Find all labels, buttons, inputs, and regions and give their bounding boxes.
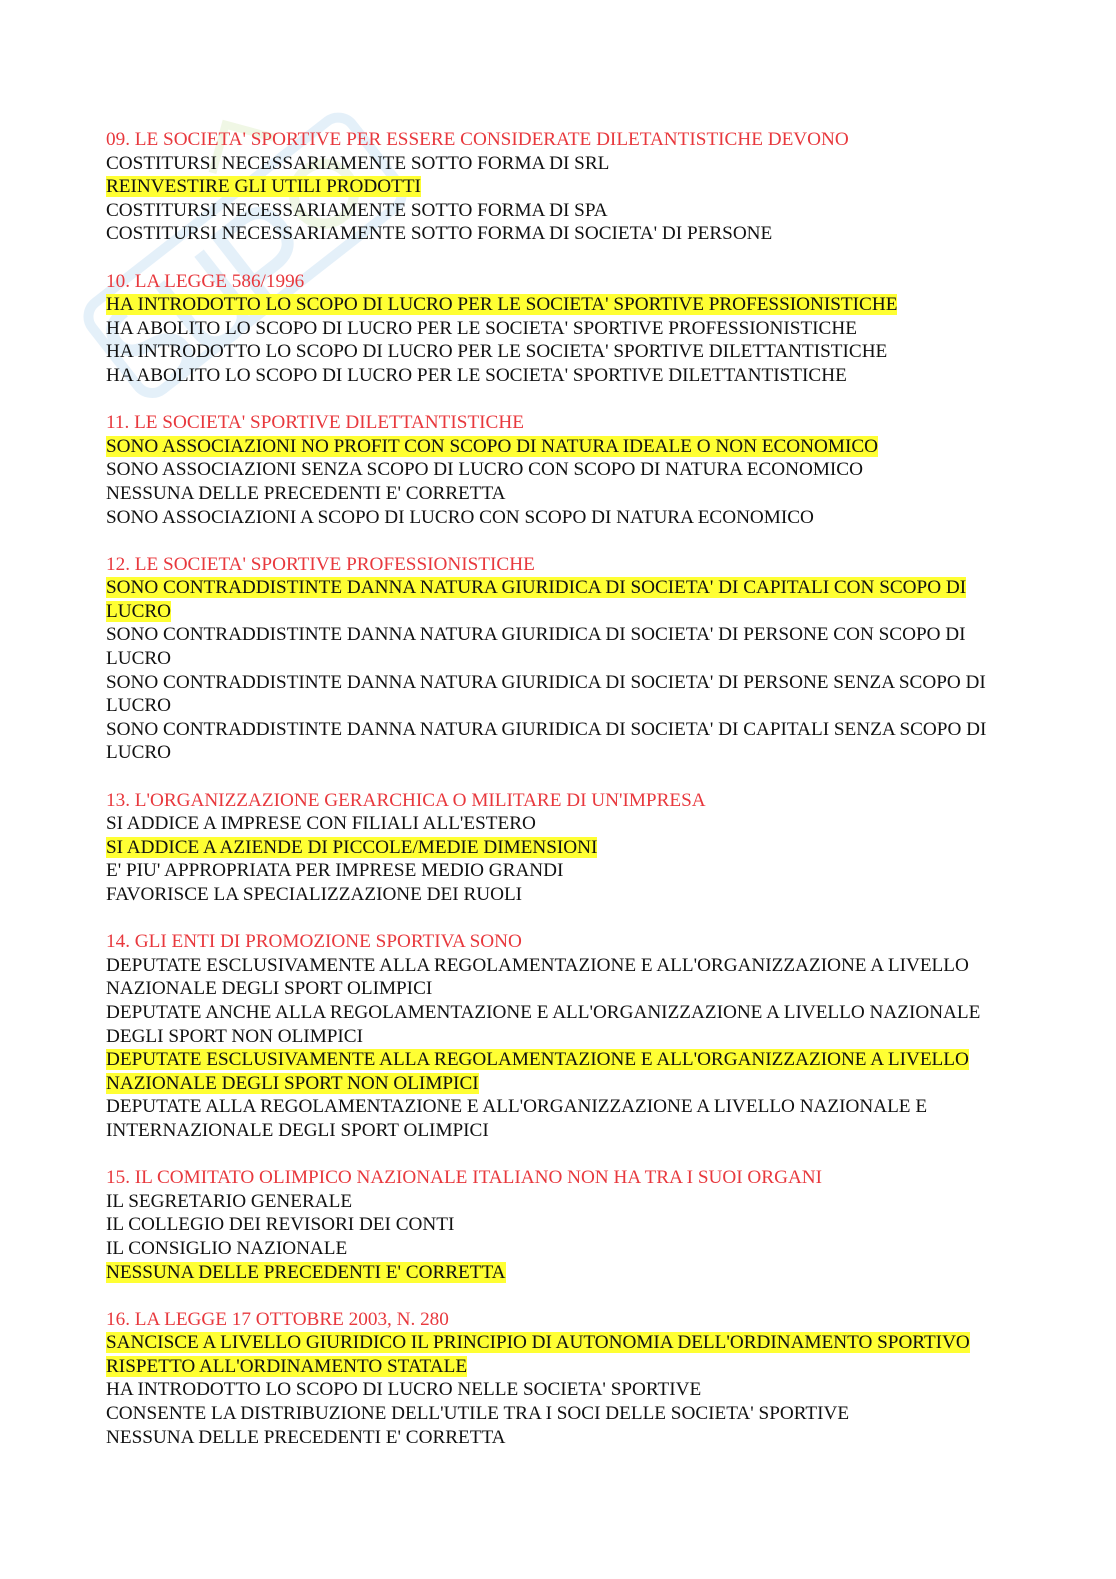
answer-text: SONO ASSOCIAZIONI SENZA SCOPO DI LUCRO CON SCOPO DI NATURA ECONOMICO [106, 459, 863, 481]
answer-text: IL SEGRETARIO GENERALE [106, 1190, 353, 1212]
answer-text: COSTITURSI NECESSARIAMENTE SOTTO FORMA DI SPA [106, 199, 608, 221]
answer-text: HA INTRODOTTO LO SCOPO DI LUCRO PER LE SOCIETA' SPORTIVE DILETTANTISTICHE [106, 341, 888, 363]
answer-option [106, 883, 1006, 907]
answer-text: NESSUNA DELLE PRECEDENTI E' CORRETTA [106, 482, 506, 504]
question-block [106, 553, 1006, 765]
answer-option [106, 1237, 1006, 1261]
answer-text: DEPUTATE ESCLUSIVAMENTE ALLA REGOLAMENTAZIONE E ALL'ORGANIZZAZIONE A LIVELLO NAZIONALE DEGLI SPORT NON OLIMPICI [106, 1049, 969, 1094]
answer-text: HA INTRODOTTO LO SCOPO DI LUCRO PER LE SOCIETA' SPORTIVE PROFESSIONISTICHE [106, 294, 898, 316]
answer-option-correct [106, 293, 1006, 317]
question-block [106, 789, 1006, 907]
answer-option [106, 506, 1006, 530]
answer-text: SONO ASSOCIAZIONI A SCOPO DI LUCRO CON SCOPO DI NATURA ECONOMICO [106, 506, 814, 528]
question-title: 09. LE SOCIETA' SPORTIVE PER ESSERE CONSIDERATE DILETANTISTICHE DEVONO [106, 129, 849, 150]
answer-option [106, 1402, 1006, 1426]
question-title: 16. LA LEGGE 17 OTTOBRE 2003, N. 280 [106, 1308, 449, 1330]
question-block [106, 270, 1006, 388]
answer-text: SONO CONTRADDISTINTE DANNA NATURA GIURIDICA DI SOCIETA' DI PERSONE SENZA SCOPO DI LUCRO [106, 671, 986, 717]
answer-option [106, 1095, 1006, 1142]
question-block [106, 128, 1006, 246]
answer-text: SANCISCE A LIVELLO GIURIDICO IL PRINCIPIO DI AUTONOMIA DELL'ORDINAMENTO SPORTIVO RISPETTO ALL'ORDINAMENTO STATALE [106, 1332, 970, 1377]
answer-text: HA ABOLITO LO SCOPO DI LUCRO PER LE SOCIETA' SPORTIVE PROFESSIONISTICHE [106, 317, 857, 339]
answer-text: SONO ASSOCIAZIONI NO PROFIT CON SCOPO DI NATURA IDEALE O NON ECONOMICO [106, 435, 878, 457]
answer-text: SI ADDICE A IMPRESE CON FILIALI ALL'ESTERO [106, 813, 536, 835]
answer-option [106, 364, 1006, 388]
answer-option [106, 482, 1006, 506]
answer-option-correct [106, 435, 1006, 459]
answer-option [106, 152, 1006, 176]
answer-option-correct [106, 1261, 1006, 1285]
question-title: 15. IL COMITATO OLIMPICO NAZIONALE ITALIANO NON HA TRA I SUOI ORGANI [106, 1167, 823, 1189]
answer-option [106, 718, 1006, 765]
answer-option [106, 1001, 1006, 1048]
answer-text: COSTITURSI NECESSARIAMENTE SOTTO FORMA DI SRL [106, 152, 610, 174]
question-title: 10. LA LEGGE 586/1996 [106, 270, 305, 292]
question-block [106, 930, 1006, 1142]
question-title: 11. LE SOCIETA' SPORTIVE DILETTANTISTICHE [106, 412, 524, 434]
answer-text: REINVESTIRE GLI UTILI PRODOTTI [106, 176, 421, 198]
question-block [106, 1308, 1006, 1450]
answer-option [106, 1190, 1006, 1214]
answer-text: SONO CONTRADDISTINTE DANNA NATURA GIURIDICA DI SOCIETA' DI CAPITALI SENZA SCOPO DI LUCRO [106, 718, 987, 764]
answer-text: IL CONSIGLIO NAZIONALE [106, 1237, 348, 1259]
answer-text: IL COLLEGIO DEI REVISORI DEI CONTI [106, 1214, 455, 1236]
answer-option [106, 458, 1006, 482]
question-block [106, 1166, 1006, 1284]
answer-option [106, 671, 1006, 718]
answer-text: SI ADDICE A AZIENDE DI PICCOLE/MEDIE DIMENSIONI [106, 836, 598, 858]
answer-text: FAVORISCE LA SPECIALIZZAZIONE DEI RUOLI [106, 884, 523, 905]
question-block [106, 411, 1006, 529]
answer-text: CONSENTE LA DISTRIBUZIONE DELL'UTILE TRA I SOCI DELLE SOCIETA' SPORTIVE [106, 1403, 850, 1425]
answer-option-correct [106, 576, 1006, 623]
question-title: 12. LE SOCIETA' SPORTIVE PROFESSIONISTICHE [106, 553, 535, 575]
answer-option [106, 859, 1006, 883]
answer-option [106, 954, 1006, 1001]
answer-text: DEPUTATE ANCHE ALLA REGOLAMENTAZIONE E ALL'ORGANIZZAZIONE A LIVELLO NAZIONALE DEGLI SPORT NON OLIMPICI [106, 1001, 981, 1047]
answer-option [106, 222, 1006, 246]
answer-text: E' PIU' APPROPRIATA PER IMPRESE MEDIO GRANDI [106, 860, 564, 882]
answer-text: HA INTRODOTTO LO SCOPO DI LUCRO NELLE SOCIETA' SPORTIVE [106, 1379, 702, 1401]
answer-text: HA ABOLITO LO SCOPO DI LUCRO PER LE SOCIETA' SPORTIVE DILETTANTISTICHE [106, 364, 847, 386]
answer-option [106, 1426, 1006, 1450]
answer-option [106, 317, 1006, 341]
answer-option [106, 340, 1006, 364]
answer-option-correct [106, 1048, 1006, 1095]
answer-option [106, 623, 1006, 670]
answer-option-correct [106, 175, 1006, 199]
answer-option [106, 812, 1006, 836]
answer-option [106, 1213, 1006, 1237]
answer-text: NESSUNA DELLE PRECEDENTI E' CORRETTA [106, 1261, 506, 1283]
question-title: 14. GLI ENTI DI PROMOZIONE SPORTIVA SONO [106, 931, 522, 953]
answer-text: SONO CONTRADDISTINTE DANNA NATURA GIURIDICA DI SOCIETA' DI CAPITALI CON SCOPO DI LUCRO [106, 577, 967, 622]
answer-option-correct [106, 836, 1006, 860]
answer-text: NESSUNA DELLE PRECEDENTI E' CORRETTA [106, 1426, 506, 1448]
answer-option [106, 199, 1006, 223]
answer-option [106, 1378, 1006, 1402]
answer-text: SONO CONTRADDISTINTE DANNA NATURA GIURIDICA DI SOCIETA' DI PERSONE CON SCOPO DI LUCRO [106, 624, 966, 670]
answer-text: DEPUTATE ALLA REGOLAMENTAZIONE E ALL'ORGANIZZAZIONE A LIVELLO NAZIONALE E INTERNAZIONALE DEGLI SPORT OLIMPICI [106, 1096, 928, 1141]
question-title: 13. L'ORGANIZZAZIONE GERARCHICA O MILITARE DI UN'IMPRESA [106, 789, 706, 811]
answer-text: DEPUTATE ESCLUSIVAMENTE ALLA REGOLAMENTAZIONE E ALL'ORGANIZZAZIONE A LIVELLO NAZIONALE DEGLI SPORT OLIMPICI [106, 954, 969, 1000]
answer-text: COSTITURSI NECESSARIAMENTE SOTTO FORMA DI SOCIETA' DI PERSONE [106, 223, 773, 245]
answer-option-correct [106, 1331, 1006, 1378]
document-body [106, 128, 1006, 1473]
